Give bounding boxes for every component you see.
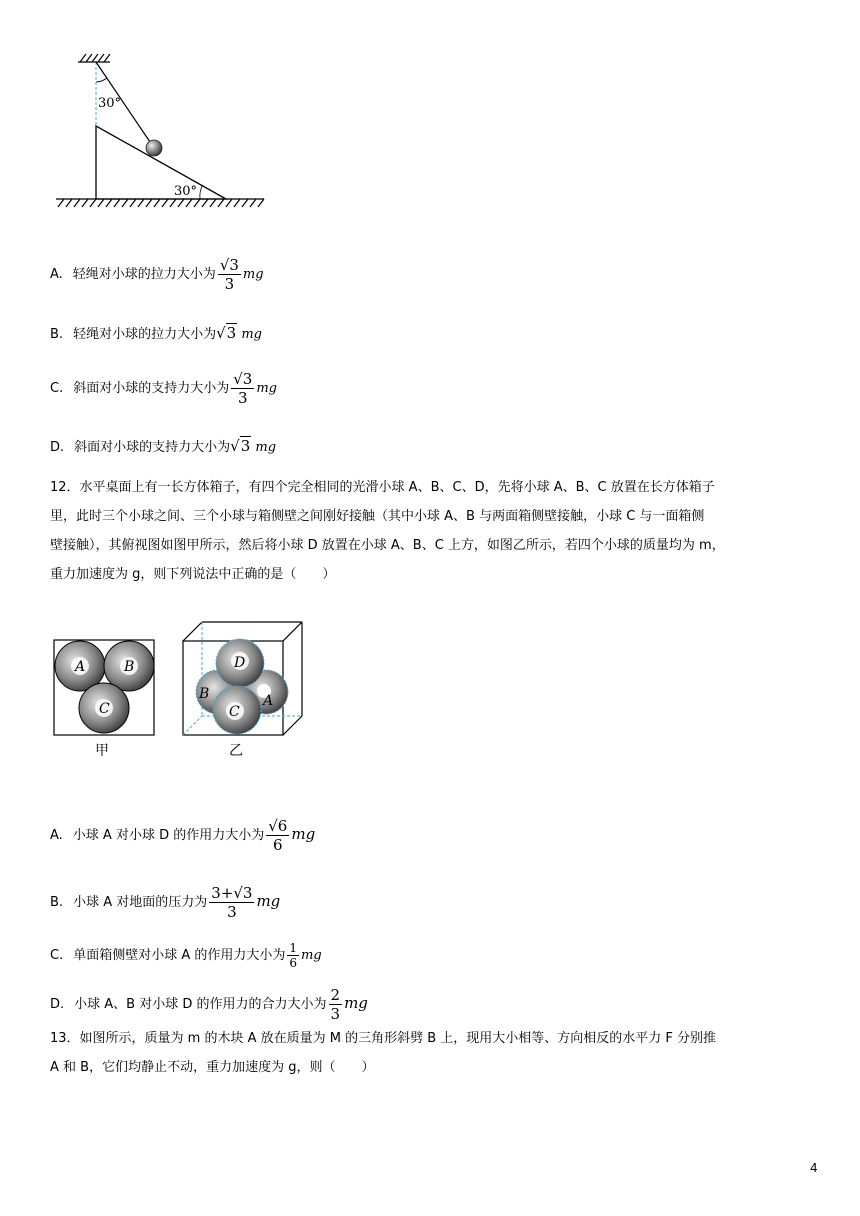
ball <box>146 140 162 156</box>
ball-a-label: A <box>263 693 274 709</box>
ball-c-label: C <box>229 704 240 720</box>
q12-option-d: D. 小球 A、B 对小球 D 的作用力的合力大小为 $\frac{2}{3}$ mg <box>50 986 368 1023</box>
incline-rope-figure <box>50 50 270 215</box>
ball-b-label: B <box>124 659 135 675</box>
figure-jia <box>50 636 160 760</box>
fraction: $\frac{2}{3}$ <box>330 986 341 1023</box>
ball-c-label: C <box>99 701 110 717</box>
fraction: $\frac{√3}{3}$ <box>219 256 239 293</box>
q13-stem: 13．如图所示，质量为 m 的木块 A 放在质量为 M 的三角形斜劈 B 上，现用大小相等、方向相反的水平力 F 分别推 A 和 B，它们均静止不动，重力加速度为 g，则（ ） <box>50 1031 717 1075</box>
page-number: 4 <box>810 1161 818 1175</box>
q11-option-d: D. 斜面对小球的支持力大小为√3 mg <box>50 437 277 455</box>
figure-yi <box>180 618 310 760</box>
q12-stem: 12．水平桌面上有一长方体箱子，有四个完全相同的光滑小球 A、B、C、D，先将小球 A、B、C 放置在长方体箱子 里，此时三个小球之间、三个小球与箱侧壁之间刚好接触（其中小球 A、B 与两面箱侧壁接触，小球 C 与一面箱侧 壁接触），其俯视图如图甲所示，然后将小球 D 放置在小球 A、B、C 上方，如图乙所示，若四个小球的质量均为 m， 重力加速度为 g，则下列说法中正确的是（ ） <box>50 480 725 582</box>
incline-wedge <box>96 126 226 199</box>
q11-option-b: B. 轻绳对小球的拉力大小为√3 mg <box>50 324 262 342</box>
ball-a-label: A <box>75 659 86 675</box>
angle-top-label: 30° <box>98 96 122 111</box>
caption-jia: 甲 <box>95 743 109 759</box>
caption-yi: 乙 <box>229 743 243 759</box>
q12-option-a: A. 小球 A 对小球 D 的作用力大小为 $\frac{√6}{6}$ mg <box>50 817 316 854</box>
ball-b-label: B <box>199 686 210 702</box>
sqrt: √3 <box>230 437 251 455</box>
fraction: $\frac{√6}{6}$ <box>268 817 288 854</box>
q11-option-a: A. 轻绳对小球的拉力大小为 $\frac{√3}{3}$ mg <box>50 256 264 293</box>
ground <box>56 199 264 207</box>
q12-option-b: B. 小球 A 对地面的压力为 $\frac{3+√3}{3}$ mg <box>50 884 281 921</box>
fraction: $\frac{√3}{3}$ <box>233 370 253 407</box>
ball-d-label: D <box>234 655 246 671</box>
fraction: $\frac{3+√3}{3}$ <box>211 884 253 921</box>
ceiling <box>78 54 110 62</box>
q12-option-c: C. 单面箱侧壁对小球 A 的作用力大小为 $\frac{1}{6}$ mg <box>50 941 322 970</box>
fraction: $\frac{1}{6}$ <box>289 941 298 970</box>
q11-option-c: C. 斜面对小球的支持力大小为 $\frac{√3}{3}$ mg <box>50 370 277 407</box>
sqrt: √3 <box>216 324 237 342</box>
angle-bottom-label: 30° <box>174 184 198 199</box>
